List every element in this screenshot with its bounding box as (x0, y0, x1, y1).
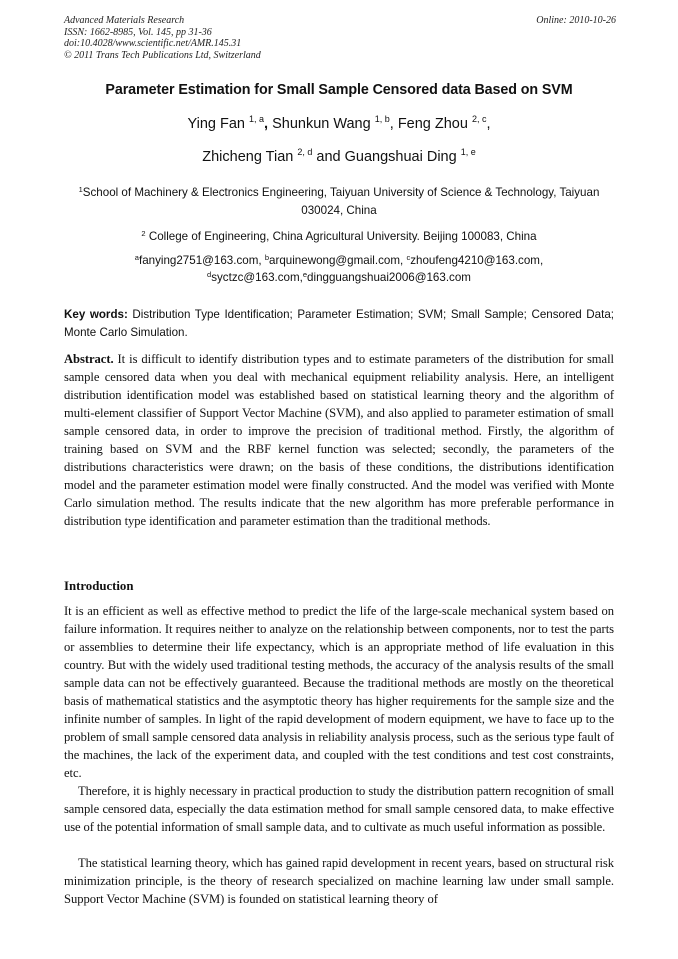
abstract-text: It is difficult to identify distribution types and to estimate parameters of the distribution for small sample censored data when you deal with mechanical equipment reliability analysis. Here, an intelligent distribution identification model was established based on statistical learning theory and the algorithm of multi-element classifier of Support Vector Machine (SVM), and also applied to parameter estimation of small sample censored data, in order to improve the precision of traditional method. Firstly, the algorithm of training based on SVM and the RBF kernel function was selected; secondly, the parameters of the distributions characteristics were drawn; on the basis of these conditions, the distributions identification model and the parameter estimation model were finally constructed. And the model was verified with Monte Carlo simulation method. The results indicate that the new algorithm has more preferable performance in distribution type identification and parameter estimation than the traditional methods. (64, 352, 614, 528)
author-conjunction: and (316, 149, 341, 165)
email-link[interactable]: arquinewong@gmail.com, (269, 254, 404, 267)
intro-paragraph-3: The statistical learning theory, which has gained rapid development in recent years, based on structural risk minimization principle, is the theory of research specialized on machine learning law under small sample. Support Vector Machine (SVM) is founded on statistical learning theory of (64, 856, 614, 906)
email-link[interactable]: fanying2751@163.com, (138, 254, 262, 267)
affiliation-2 (70, 228, 608, 246)
keywords (64, 306, 614, 342)
author-separator: , (389, 116, 394, 132)
author-name: Feng Zhou (397, 116, 468, 132)
email-link[interactable]: dingguangshuai2006@163.com (307, 271, 471, 284)
author-line-2 (0, 149, 678, 165)
keywords-label: Key words: (64, 308, 128, 321)
section-heading-introduction: Introduction (64, 579, 134, 593)
author-affil-mark: 1, a (249, 114, 265, 124)
author-name: Zhicheng Tian (202, 149, 294, 165)
author-name: Ying Fan (187, 116, 245, 132)
author-name: Shunkun Wang (272, 116, 371, 132)
journal-name: Advanced Materials Research (64, 15, 185, 26)
journal-header (64, 15, 616, 61)
author-affil-mark: 1, e (460, 147, 476, 157)
author-emails (70, 252, 608, 286)
paper-title: Parameter Estimation for Small Sample Censored data Based on SVM (105, 82, 573, 98)
journal-issn: ISSN: 1662-8985, Vol. 145, pp 31-36 (64, 26, 212, 38)
intro-paragraph-1: It is an efficient as well as effective method to predict the life of the large-scale mechanical system based on failure information. It requires neither to analyze on the relationship between components, nor to test the parts or assemblies to determine their life expectancy, which is an appropriate method of life evaluation in this country. But with the widely used traditional testing methods, the accuracy of the analysis results of the small sample data can not be effectively guaranteed. Because the traditional methods are mostly on the theoretical basis of mathematical statistics and the asymptotic theory has higher requirements for the sample size and the infinite number of samples. In light of the rapid development of modern equipment, we have to face up to the problem of small sample censored data analysis in reliability analysis process, such as the serious type fault of the machines, the lack of the experiment data, and coupled with the test conditions and test cost constraints, etc. (64, 604, 614, 780)
author-separator: , (486, 116, 491, 132)
email-line-2 (70, 269, 608, 286)
author-affil-mark: 1, b (374, 114, 390, 124)
affiliation-text: School of Machinery & Electronics Engineering, Taiyuan University of Science & Technology, Taiyuan 030024, China (82, 186, 600, 217)
affiliation-mark: 2 (141, 229, 146, 238)
email-link[interactable]: zhoufeng4210@163.com, (410, 254, 544, 267)
email-line-1 (70, 252, 608, 269)
affiliation-text: College of Engineering, China Agricultural University. Beijing 100083, China (145, 230, 537, 243)
email-mark: d (207, 270, 212, 279)
journal-copyright: © 2011 Trans Tech Publications Ltd, Switzerland (64, 49, 261, 61)
intro-paragraph-2: Therefore, it is highly necessary in practical production to study the distribution pattern recognition of small sample censored data, especially the data estimation method for small sample censored data, to make effective use of the potential information of small sample data, and to cultivate as much useful information as possible. (64, 784, 614, 834)
author-line-1 (0, 116, 678, 132)
journal-doi: doi:10.4028/www.scientific.net/AMR.145.31 (64, 38, 242, 49)
author-separator: , (264, 116, 269, 132)
email-mark: a (134, 253, 139, 262)
email-mark: e (302, 270, 308, 279)
keywords-text: Distribution Type Identification; Parameter Estimation; SVM; Small Sample; Censored Data; Monte Carlo Simulation. (64, 308, 615, 339)
online-date: Online: 2010-10-26 (536, 15, 616, 26)
abstract-label: Abstract. (64, 352, 114, 366)
affiliation-1 (70, 184, 608, 220)
abstract (64, 350, 614, 530)
affiliation-mark: 1 (78, 185, 83, 194)
email-mark: c (406, 253, 411, 262)
email-mark: b (264, 253, 270, 262)
author-affil-mark: 2, d (297, 147, 313, 157)
author-name: Guangshuai Ding (344, 149, 457, 165)
email-link[interactable]: syctzc@163.com, (211, 271, 303, 284)
author-affil-mark: 2, c (471, 114, 487, 124)
